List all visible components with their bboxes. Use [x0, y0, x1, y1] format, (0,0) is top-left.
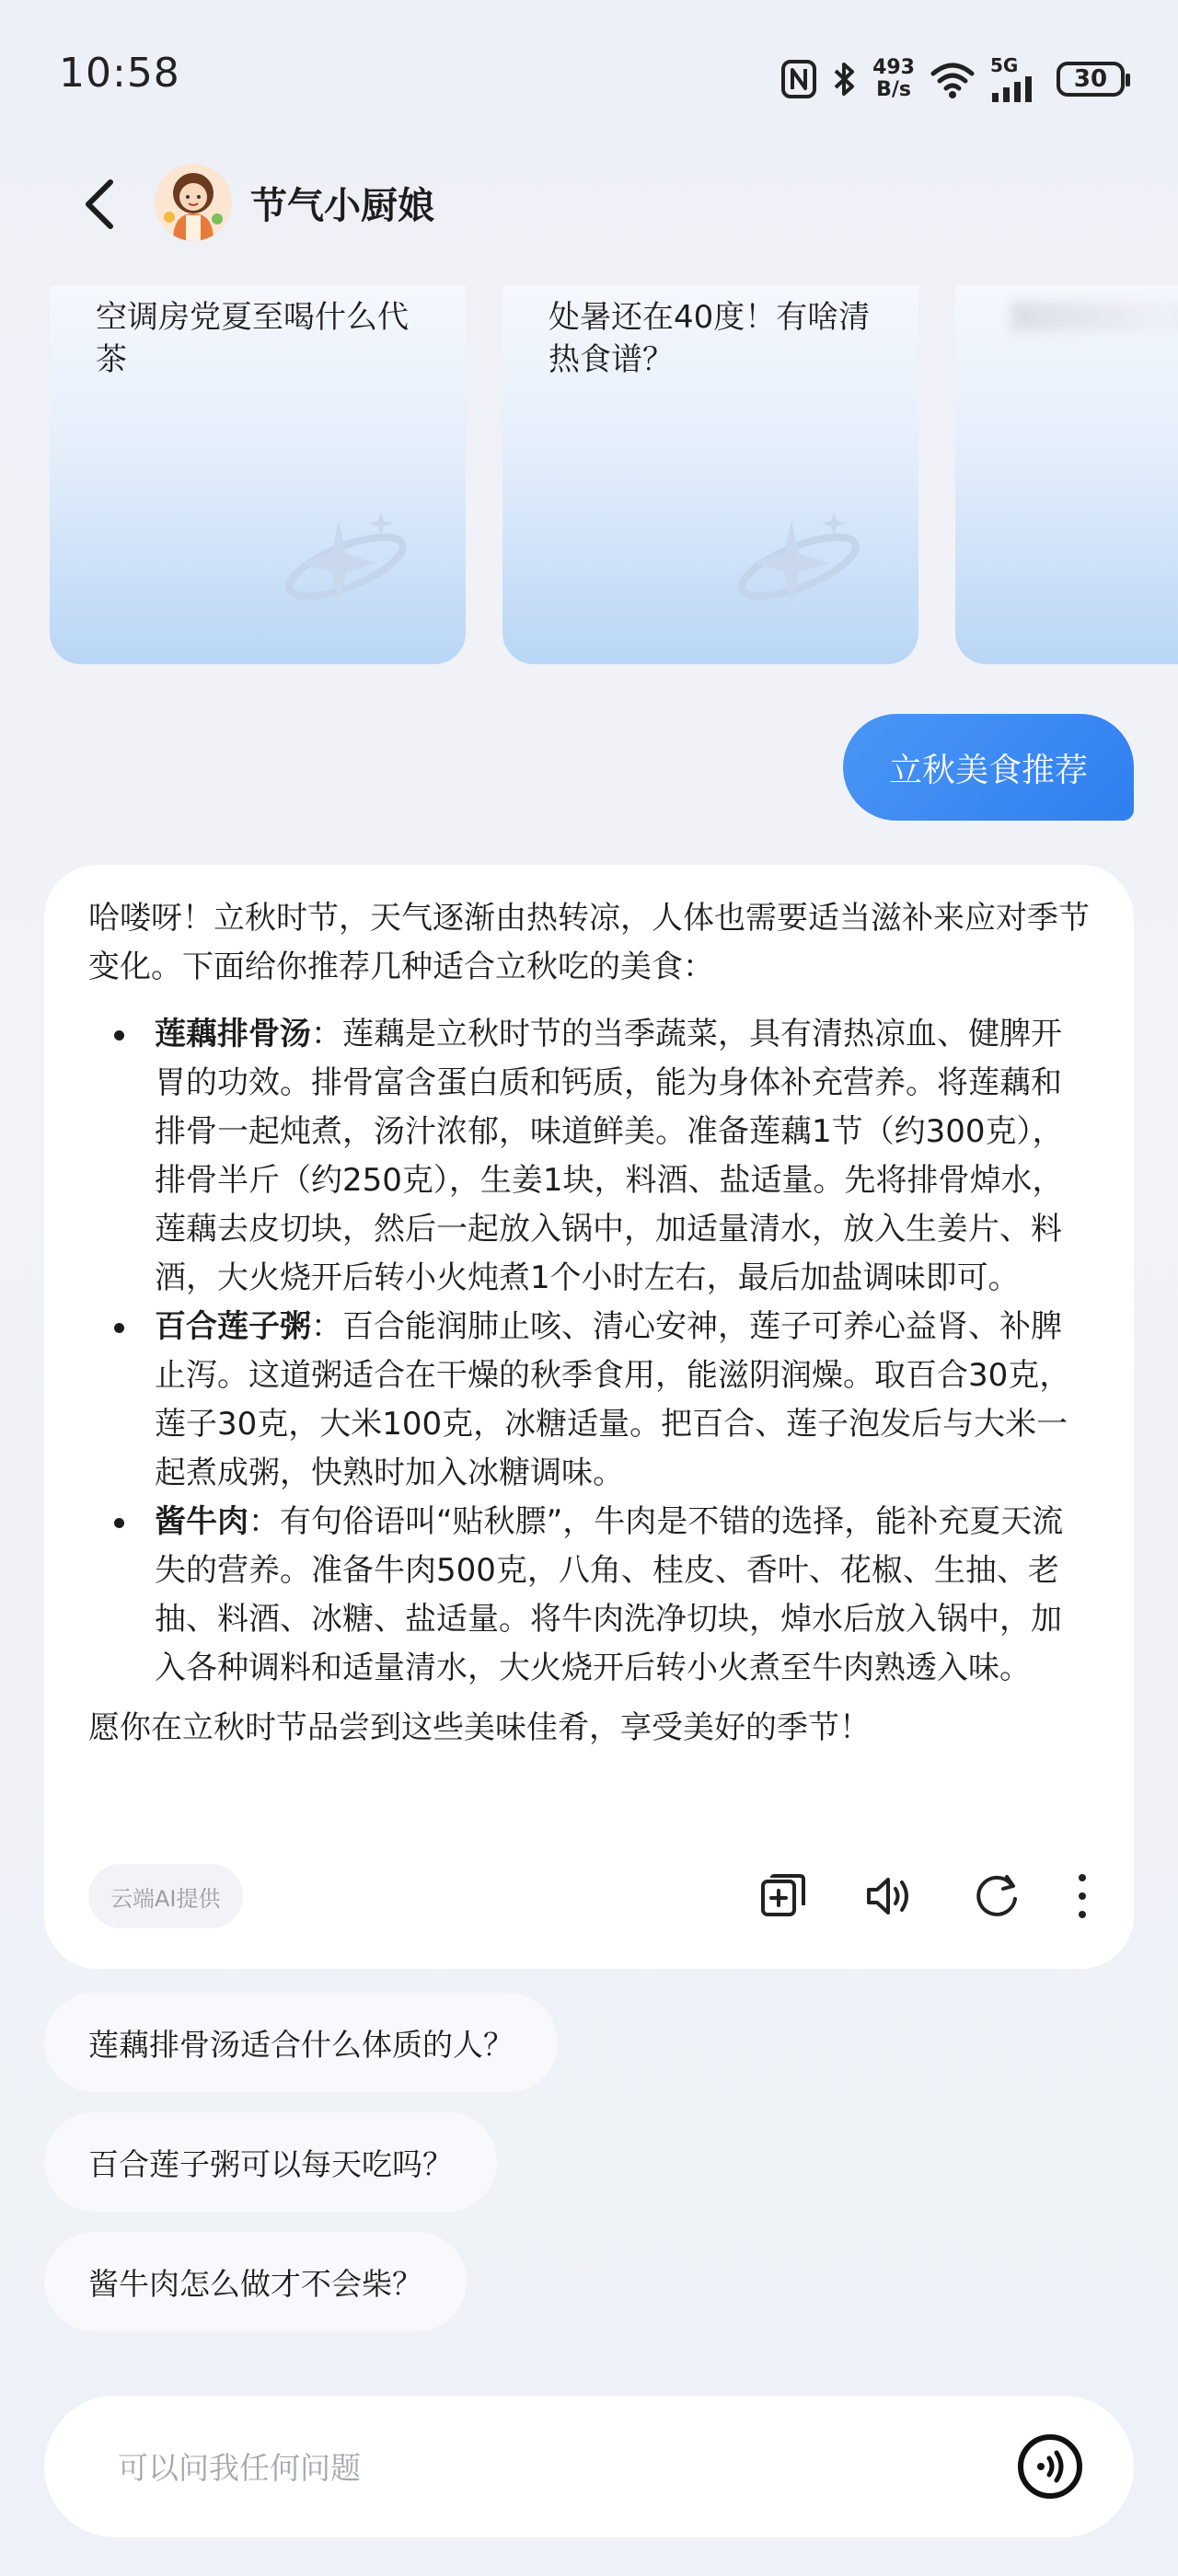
recipe-item [155, 1303, 1090, 1498]
user-message-bubble: 立秋美食推荐 [843, 714, 1134, 821]
chat-title: 节气小厨娘 [250, 185, 434, 227]
recipe-name: 百合莲子粥 [155, 1308, 311, 1345]
network-speed: 493 B/s [872, 56, 915, 101]
cellular-signal [990, 56, 1042, 102]
bluetooth-icon [832, 59, 858, 99]
ai-answer-card [44, 865, 1134, 1969]
recipe-description: ：莲藕是立秋时节的当季蔬菜，具有清热凉血、健脾开胃的功效。排骨富含蛋白质和钙质，能为身体补充营养。将莲藕和排骨一起炖煮，汤汁浓郁，味道鲜美。准备莲藕1节（约300克），排骨半斤（约250克），生姜1块，料酒、盐适量。先将排骨焯水，莲藕去皮切块，然后一起放入锅中，加适量清水，放入生姜片、料酒，大火烧开后转小火炖煮1个小时左右，最后加盐调味即可。 [155, 1016, 1064, 1296]
sparkle-icon [282, 502, 410, 613]
suggestion-cards-row[interactable] [0, 285, 1178, 672]
status-time: 10:58 [59, 50, 180, 97]
recipe-description: ：百合能润肺止咳、清心安神，莲子可养心益肾、补脾止泻。这道粥适合在干燥的秋季食用，能滋阴润燥。取百合30克，莲子30克，大米100克，冰糖适量。把百合、莲子泡发后与大米一起煮成粥，快熟时加入冰糖调味。 [155, 1308, 1071, 1491]
source-tag: 云端AI提供 [88, 1864, 243, 1928]
answer-footer [88, 1864, 1090, 1928]
chef-girl-avatar-icon [155, 164, 232, 241]
message-input-bar [44, 2396, 1134, 2537]
back-button[interactable] [72, 167, 127, 241]
suggestion-card-partial[interactable] [955, 285, 1178, 664]
more-vertical-icon [1077, 1872, 1088, 1920]
voice-input-button[interactable] [1016, 2432, 1084, 2501]
recipe-item [155, 1498, 1090, 1693]
answer-outro: 愿你在立秋时节品尝到这些美味佳肴，享受美好的季节！ [88, 1709, 871, 1746]
recipe-description: ：有句俗语叫“贴秋膘”，牛肉是不错的选择，能补充夏天流失的营养。准备牛肉500克，八角、桂皮、香叶、花椒、生抽、老抽、料酒、冰糖、盐适量。将牛肉洗净切块，焯水后放入锅中，加入各种调料和适量清水，大火烧开后转小火煮至牛肉熟透入味。 [155, 1503, 1064, 1686]
signal-type-label: 5G [990, 54, 1019, 76]
signal-bars-icon [990, 75, 1042, 102]
battery-indicator: 30 [1057, 62, 1125, 97]
suggestion-card-text: 空调房党夏至喝什么代茶 [96, 299, 409, 378]
speaker-button[interactable] [861, 1868, 918, 1925]
chevron-left-icon [83, 178, 116, 230]
status-icons [780, 53, 1125, 105]
recipe-item [155, 1010, 1090, 1303]
wifi-icon [930, 59, 976, 99]
chat-header [0, 156, 1178, 285]
copy-add-button[interactable] [755, 1868, 812, 1925]
suggestion-card-text: 处暑还在40度！有啥清热食谱？ [549, 299, 871, 378]
follow-up-chip[interactable]: 百合莲子粥可以每天吃吗？ [44, 2112, 497, 2212]
blurred-card-text [1011, 302, 1178, 331]
copy-add-icon [759, 1872, 807, 1920]
avatar[interactable] [155, 164, 232, 241]
recipe-name: 酱牛肉 [155, 1503, 248, 1540]
answer-intro: 哈喽呀！立秋时节，天气逐渐由热转凉，人体也需要适当滋补来应对季节变化。下面给你推荐几种适合立秋吃的美食： [88, 900, 1090, 985]
sparkle-icon [734, 502, 863, 613]
recipe-name: 莲藕排骨汤 [155, 1016, 311, 1052]
nfc-icon [780, 59, 817, 99]
suggestion-card[interactable] [502, 285, 918, 664]
follow-up-chip[interactable]: 莲藕排骨汤适合什么体质的人？ [44, 1993, 558, 2092]
message-input[interactable] [116, 2432, 948, 2502]
suggestion-card[interactable] [50, 285, 466, 664]
status-bar [0, 0, 1178, 156]
recipe-list [88, 1010, 1090, 1693]
follow-up-chip[interactable]: 酱牛肉怎么做才不会柴？ [44, 2232, 467, 2331]
voice-wave-icon [1016, 2432, 1084, 2501]
refresh-icon [972, 1871, 1022, 1921]
speaker-icon [865, 1872, 915, 1920]
refresh-button[interactable] [968, 1868, 1025, 1925]
more-options-button[interactable] [1064, 1868, 1101, 1925]
